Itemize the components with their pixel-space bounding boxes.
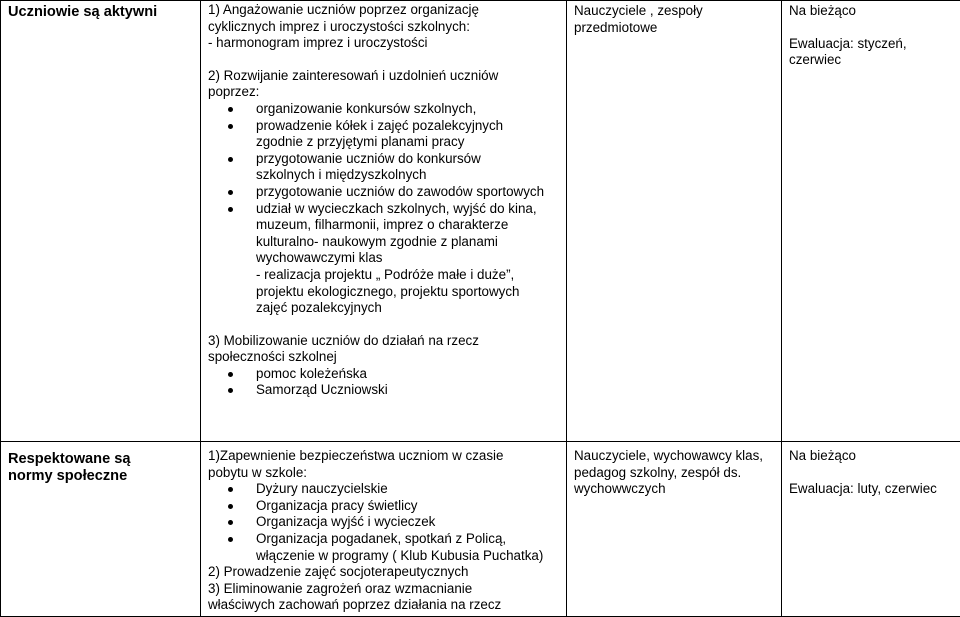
area-cell: [1, 1, 201, 442]
responsible-text: Nauczyciele, wychowawcy klas,: [574, 448, 774, 465]
list-item-text: włączenie w programy ( Klub Kubusia Puchatka): [256, 548, 559, 565]
task-section-title: poprzez:: [208, 84, 559, 101]
bullet-list: [208, 366, 559, 399]
area-title: Uczniowie są aktywni: [8, 2, 193, 21]
task-section-title: właściwych zachowań poprzez działania na rzecz: [208, 597, 559, 614]
list-item-text: wychowawczymi klas: [256, 250, 559, 267]
bullet-icon: [228, 190, 233, 195]
bullet-icon: [228, 504, 233, 509]
task-section-title: 2) Prowadzenie zajęć socjoterapeutycznych: [208, 564, 559, 581]
evaluation-text: Ewaluacja: styczeń,: [789, 36, 954, 53]
evaluation-text: czerwiec: [789, 52, 954, 69]
list-item-text: organizowanie konkursów szkolnych,: [256, 101, 559, 118]
term-cell: [782, 442, 960, 617]
list-item: [256, 201, 559, 317]
task-section-2: [208, 68, 559, 317]
list-item-text: szkolnych i międzyszkolnych: [256, 167, 559, 184]
list-item-text: Organizacja wyjść i wycieczek: [256, 514, 559, 531]
task-section-title: 1) Angażowanie uczniów poprzez organizację: [208, 2, 559, 19]
bullet-icon: [228, 124, 233, 129]
tasks-cell: [201, 442, 567, 617]
bullet-icon: [228, 487, 233, 492]
list-item: [256, 366, 559, 383]
table-row: [1, 442, 960, 617]
task-item: - harmonogram imprez i uroczystości: [208, 35, 559, 52]
bullet-icon: [228, 207, 233, 212]
tasks-cell: [201, 1, 567, 442]
bullet-icon: [228, 107, 233, 112]
responsible-cell: [567, 442, 782, 617]
task-section-1: [208, 2, 559, 52]
list-item: [256, 498, 559, 515]
table-row: [1, 1, 960, 442]
list-item-text: Samorząd Uczniowski: [256, 382, 559, 399]
responsible-text: Nauczyciele , zespoły: [574, 3, 774, 20]
list-item-text: udział w wycieczkach szkolnych, wyjść do kina,: [256, 201, 559, 218]
list-item: [256, 101, 559, 118]
list-item-text: kulturalno- naukowym zgodnie z planami: [256, 234, 559, 251]
task-section-title: 2) Rozwijanie zainteresowań i uzdolnień uczniów: [208, 68, 559, 85]
list-item: [256, 184, 559, 201]
list-item-text: Organizacja pracy świetlicy: [256, 498, 559, 515]
task-section-1: [208, 448, 559, 564]
task-section-3: [208, 333, 559, 399]
bullet-icon: [228, 537, 233, 542]
list-item-text: prowadzenie kółek i zajęć pozalekcyjnych: [256, 118, 559, 135]
bullet-list: [208, 481, 559, 564]
bullet-icon: [228, 157, 233, 162]
responsible-cell: [567, 1, 782, 442]
list-item-text: - realizacja projektu „ Podróże małe i duże”,: [256, 267, 559, 284]
area-title: Respektowane są normy społeczne: [8, 443, 193, 485]
term-cell: [782, 1, 960, 442]
list-item-text: przygotowanie uczniów do zawodów sportowych: [256, 184, 559, 201]
responsible-text: przedmiotowe: [574, 20, 774, 37]
bullet-icon: [228, 388, 233, 393]
responsible-text: wychowwczych: [574, 481, 774, 498]
list-item-text: muzeum, filharmonii, imprez o charakterze: [256, 217, 559, 234]
task-section-title: 3) Mobilizowanie uczniów do działań na rzecz: [208, 333, 559, 350]
list-item-text: Organizacja pogadanek, spotkań z Policą,: [256, 531, 559, 548]
bullet-icon: [228, 372, 233, 377]
responsible-text: pedagog szkolny, zespół ds.: [574, 465, 774, 482]
task-section-title: społeczności szkolnej: [208, 349, 559, 366]
list-item: [256, 382, 559, 399]
list-item: [256, 151, 559, 184]
task-section-title: pobytu w szkole:: [208, 465, 559, 482]
list-item: [256, 514, 559, 531]
list-item: [256, 118, 559, 151]
list-item-text: projektu ekologicznego, projektu sportowych: [256, 284, 559, 301]
term-text: Na bieżąco: [789, 3, 954, 20]
list-item-text: przygotowanie uczniów do konkursów: [256, 151, 559, 168]
evaluation-text: Ewaluacja: luty, czerwiec: [789, 481, 954, 498]
list-item: [256, 531, 559, 564]
list-item-text: pomoc koleżeńska: [256, 366, 559, 383]
term-text: Na bieżąco: [789, 448, 954, 465]
area-cell: [1, 442, 201, 617]
list-item-text: Dyżury nauczycielskie: [256, 481, 559, 498]
list-item-text: zgodnie z przyjętymi planami pracy: [256, 134, 559, 151]
list-item-text: zajęć pozalekcyjnych: [256, 300, 559, 317]
task-section-title: 1)Zapewnienie bezpieczeństwa uczniom w czasie: [208, 448, 559, 465]
list-item: [256, 481, 559, 498]
bullet-list: [208, 101, 559, 317]
task-section-title: 3) Eliminowanie zagrożeń oraz wzmacnianie: [208, 581, 559, 598]
bullet-icon: [228, 520, 233, 525]
task-section-title: cyklicznych imprez i uroczystości szkolnych:: [208, 19, 559, 36]
